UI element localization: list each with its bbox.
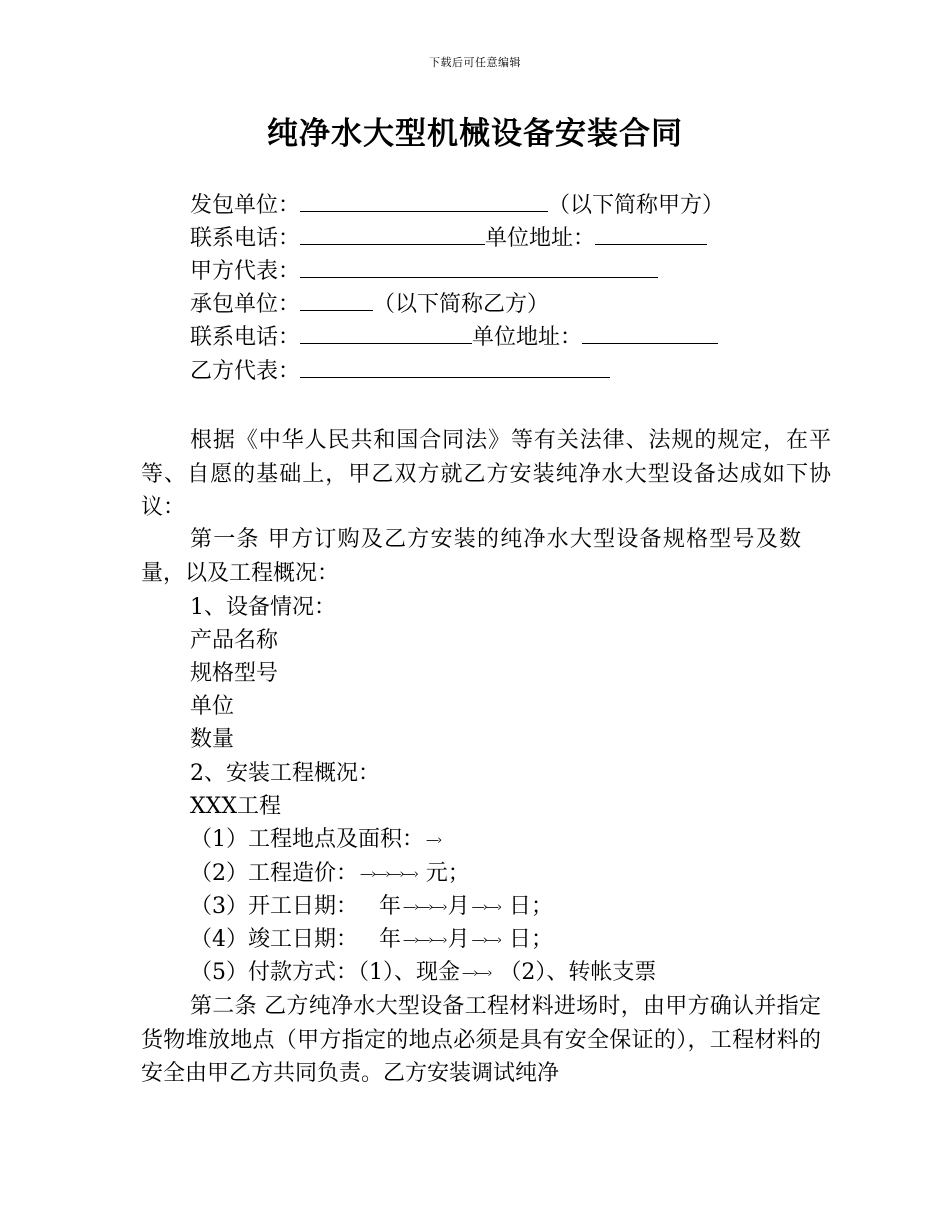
- party-b-address-label: 单位地址：: [472, 325, 583, 350]
- end-date-label: （4）竣工日期：: [190, 927, 358, 952]
- project-item-end-date: [190, 923, 553, 957]
- party-b-unit-note: （以下简称乙方）: [373, 292, 550, 317]
- start-date-month: 月: [447, 894, 470, 919]
- party-a-unit-line: [190, 189, 724, 222]
- party-a-phone-blank: [300, 226, 485, 245]
- party-b-unit-line: [190, 288, 549, 321]
- blank-arrow-icon: —›—›: [462, 966, 491, 981]
- party-b-rep-label: 乙方代表：: [190, 359, 301, 384]
- article-2-paragraph: 第二条 乙方纯净水大型设备工程材料进场时，由甲方确认并指定货物堆放地点（甲方指定的地点必须是具有安全保证的），工程材料的安全由甲乙方共同负责。乙方安装调试纯净: [141, 994, 821, 1086]
- blank-arrow-icon: —›—›—›—›: [360, 867, 417, 882]
- party-b-unit-blank: [300, 292, 373, 311]
- end-date-month: 月: [447, 927, 470, 952]
- party-b-rep-line: [190, 355, 610, 388]
- end-date-day: 日；: [509, 927, 554, 952]
- party-a-phone-label: 联系电话：: [190, 226, 301, 251]
- party-a-rep-line: [190, 255, 658, 288]
- party-a-phone-line: [190, 222, 707, 255]
- project-item-location: [190, 823, 442, 857]
- equipment-field-model: 规格型号: [190, 661, 279, 686]
- project-item-cost-label: （2）工程造价：: [190, 861, 358, 886]
- project-item-start-date: [190, 890, 553, 924]
- blank-arrow-icon: —›: [426, 833, 441, 848]
- project-item-payment: [190, 956, 656, 990]
- payment-label: （5）付款方式：（1）、现金: [190, 960, 460, 985]
- party-a-unit-blank: [300, 193, 548, 212]
- blank-arrow-icon: —›—›—›: [403, 933, 446, 948]
- equipment-field-quantity: 数量: [190, 727, 235, 752]
- party-a-address-label: 单位地址：: [485, 226, 596, 251]
- party-b-phone-label: 联系电话：: [190, 325, 301, 350]
- payment-transfer: （2）、转帐支票: [499, 960, 657, 985]
- party-b-rep-blank: [300, 359, 610, 378]
- party-a-rep-blank: [300, 259, 658, 278]
- project-item-cost: [190, 857, 470, 891]
- equipment-field-product-name: 产品名称: [190, 628, 279, 653]
- party-b-unit-label: 承包单位：: [190, 292, 301, 317]
- blank-arrow-icon: —›—›—›: [403, 900, 446, 915]
- party-a-rep-label: 甲方代表：: [190, 259, 301, 284]
- project-item-cost-unit: 元；: [425, 861, 470, 886]
- project-heading: 2、安装工程概况：: [190, 761, 380, 786]
- intro-paragraph: 根据《中华人民共和国合同法》等有关法律、法规的规定，在平等、自愿的基础上，甲乙双方就乙方安装纯净水大型设备达成如下协议：: [141, 428, 831, 520]
- start-date-year: 年: [378, 894, 401, 919]
- blank-arrow-icon: —›—›: [471, 933, 501, 948]
- party-b-phone-blank: [300, 325, 472, 344]
- party-a-address-blank: [595, 226, 707, 245]
- equipment-heading: 1、设备情况：: [190, 595, 336, 620]
- party-b-phone-line: [190, 321, 718, 354]
- blank-arrow-icon: —›—›: [471, 900, 501, 915]
- party-a-unit-note: （以下简称甲方）: [548, 193, 725, 218]
- start-date-label: （3）开工日期：: [190, 894, 358, 919]
- start-date-day: 日；: [509, 894, 554, 919]
- end-date-year: 年: [378, 927, 401, 952]
- header-note: 下载后可任意编辑: [429, 56, 521, 69]
- article-1-paragraph: 第一条 甲方订购及乙方安装的纯净水大型设备规格型号及数量，以及工程概况：: [141, 527, 801, 586]
- document-title: 纯净水大型机械设备安装合同: [267, 116, 683, 152]
- party-b-address-blank: [582, 325, 718, 344]
- party-a-unit-label: 发包单位：: [190, 193, 301, 218]
- project-name: XXX工程: [190, 794, 281, 819]
- equipment-field-unit: 单位: [190, 694, 235, 719]
- project-item-location-label: （1）工程地点及面积：: [190, 827, 424, 852]
